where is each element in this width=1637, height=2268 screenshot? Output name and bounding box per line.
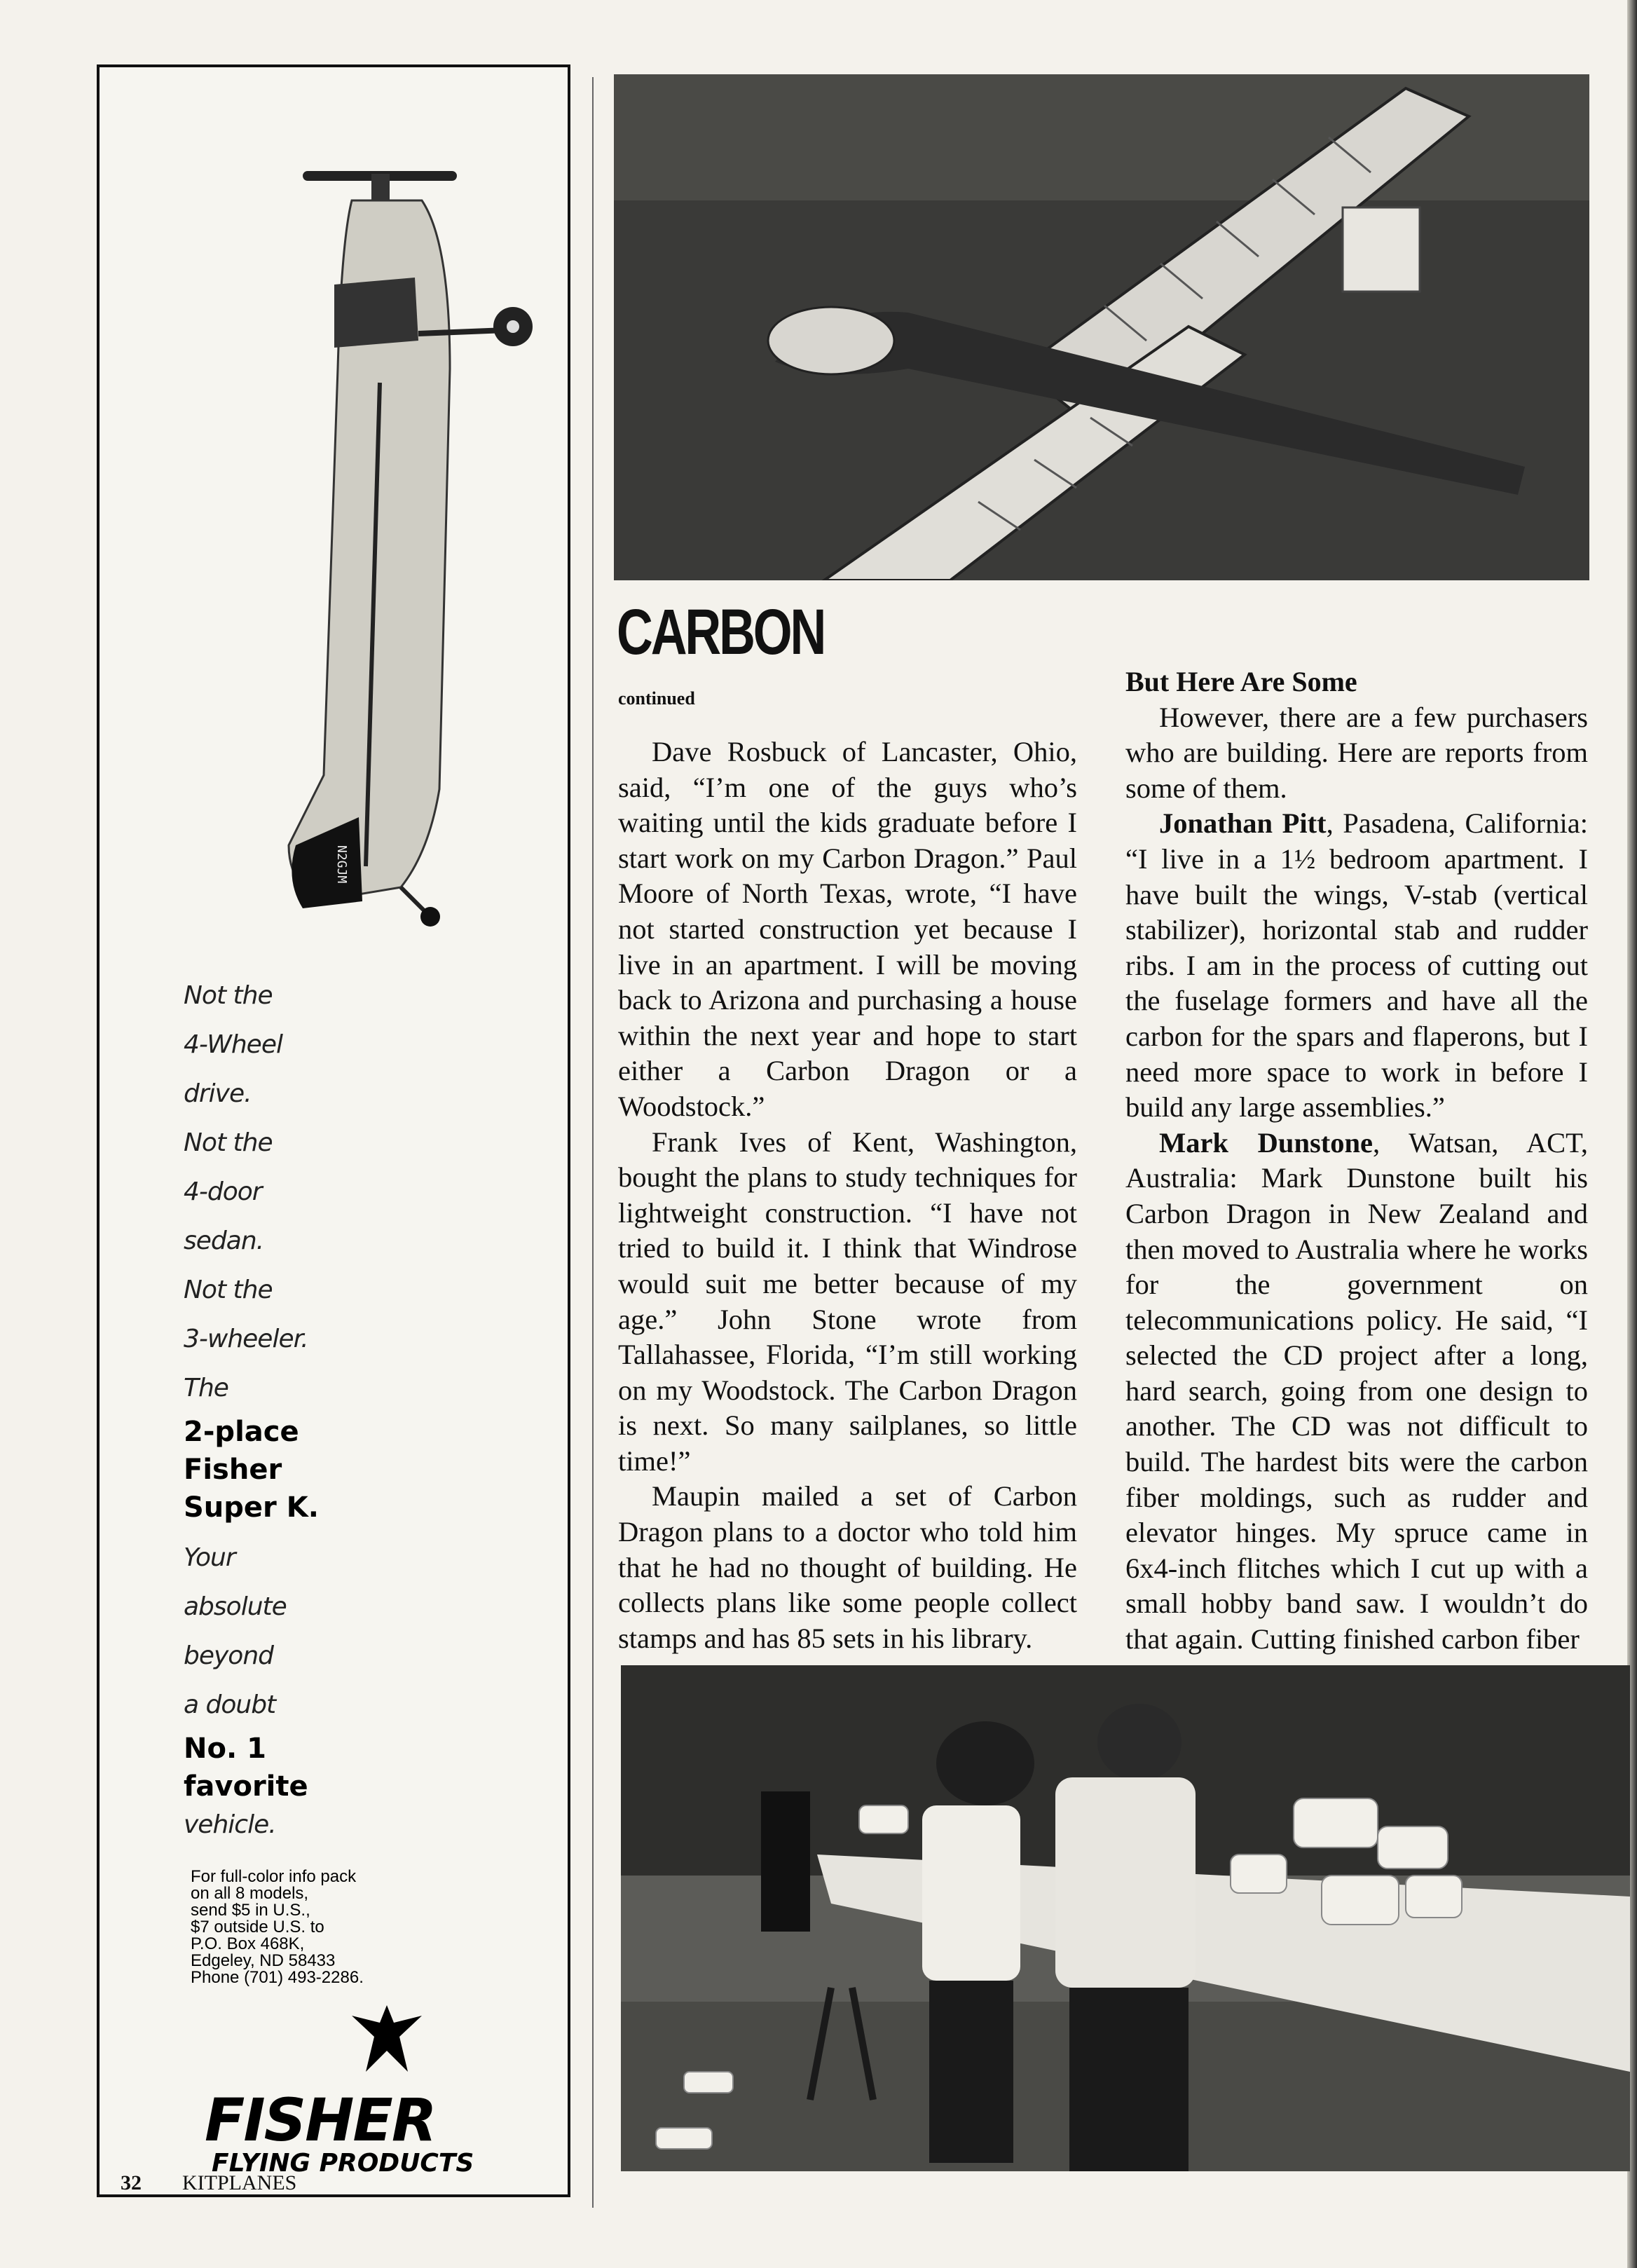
- paragraph-text: , Pasadena, California: “I live in a 1½ bedroom apartment. I have built the wings, V-stab (vertical stabilizer), horizontal stab and rudder ribs. I am in the process of cutting out the fuselage formers and have all the carbon for the spars and flaperons, but I need more space to work in before I build any large assemblies.”: [1125, 807, 1589, 1123]
- fisher-advertisement: [97, 64, 570, 2197]
- page-number: 32: [121, 2171, 142, 2194]
- article-column-1: [618, 735, 1077, 1656]
- logo-subtitle: FLYING PRODUCTS: [212, 2149, 474, 2178]
- article-title: CARBON: [617, 596, 825, 668]
- paragraph-text: , Watsan, ACT, Australia: Mark Dunstone built his Carbon Dragon in New Zealand and then moved to Australia where he works for the government on telecommunications policy. He said, “I selected the CD project after a long, hard search, going from one design to another. The CD was not difficult to build. The hardest bits were the carbon fiber moldings, such as rudder and elevator hinges. My spruce came in 6x4-inch flitches which I cut up with a small hobby band saw. I wouldn’t do that again. Cutting finished carbon fiber: [1125, 1126, 1588, 1655]
- ad-highlight: Fisher: [184, 1454, 282, 1486]
- ad-line: 3-wheeler.: [184, 1325, 308, 1353]
- ad-line: beyond: [184, 1641, 273, 1670]
- ad-line: Not the: [184, 981, 273, 1010]
- paragraph: [1125, 806, 1588, 1125]
- ad-line: a doubt: [184, 1690, 276, 1719]
- ad-highlight: No. 1: [184, 1733, 266, 1765]
- article-column-2: [1125, 664, 1588, 1658]
- paragraph: Dave Rosbuck of Lancaster, Ohio, said, “I’m one of the guys who’s waiting until the kids graduate before I start work on my Carbon Dragon.” Paul Moore of North Texas, wrote, “I have not started construction yet because I live in an apartment. I will be moving back to Arizona and purchasing a house within the next year and hope to start either a Carbon Dragon or a Woodstock.”: [618, 736, 1077, 1122]
- fisher-logo: [205, 2002, 499, 2191]
- tail-registration: N2GJM: [334, 845, 349, 884]
- continued-label: continued: [618, 688, 695, 709]
- logo-name: FISHER: [205, 2086, 436, 2154]
- paragraph: Maupin mailed a set of Carbon Dragon plans to a doctor who told him that he had no thought of building. He collects plans like some people collect stamps and has 85 sets in his library.: [618, 1480, 1077, 1654]
- airplane-illustration: [275, 158, 583, 943]
- paragraph: [1125, 1126, 1588, 1658]
- ad-info-line: Phone (701) 493-2286.: [191, 1968, 364, 1987]
- ad-line: sedan.: [184, 1227, 264, 1255]
- ad-line: The: [184, 1374, 228, 1402]
- ad-info-line: $7 outside U.S. to: [191, 1918, 324, 1936]
- ad-line: Your: [184, 1543, 235, 1572]
- ad-line: 4-door: [184, 1177, 262, 1206]
- ad-highlight: 2-place: [184, 1416, 299, 1448]
- ad-line: absolute: [184, 1592, 287, 1621]
- ad-line: Not the: [184, 1128, 273, 1157]
- ad-info-line: on all 8 models,: [191, 1884, 309, 1903]
- photo-glider-in-yard: [614, 74, 1589, 580]
- ad-line: vehicle.: [184, 1810, 276, 1839]
- ad-line: drive.: [184, 1079, 252, 1108]
- ad-info-line: Edgeley, ND 58433: [191, 1951, 336, 1970]
- paragraph: Frank Ives of Kent, Washington, bought the plans to study techniques for lightweight construction. “I have not tried to build it. I think that Windrose would suit me better because of my age.” John Stone wrote from Tallahassee, Florida, “I’m still working on my Woodstock. The Carbon Dragon is next. So many sailplanes, so little time!”: [618, 1126, 1077, 1477]
- bird-logo-icon: [345, 2002, 429, 2079]
- ad-contact-info: [191, 1869, 401, 1986]
- ad-line: Not the: [184, 1276, 273, 1304]
- column-divider: [592, 77, 594, 2208]
- paragraph: However, there are a few purchasers who are building. Here are reports from some of them.: [1125, 701, 1588, 804]
- ad-copy: [184, 971, 548, 1845]
- subheading: But Here Are Some: [1125, 666, 1357, 697]
- ad-line: 4-Wheel: [184, 1030, 282, 1059]
- photo-men-sandbagging-wing: [621, 1665, 1630, 2171]
- ad-info-line: P.O. Box 468K,: [191, 1934, 305, 1953]
- magazine-name: KITPLANES: [182, 2171, 297, 2194]
- person-name: Mark Dunstone: [1159, 1126, 1373, 1159]
- ad-info-line: send $5 in U.S.,: [191, 1901, 310, 1920]
- ad-info-line: For full-color info pack: [191, 1867, 357, 1886]
- ad-highlight: Super K.: [184, 1491, 319, 1524]
- ad-highlight: favorite: [184, 1770, 308, 1803]
- person-name: Jonathan Pitt: [1159, 807, 1327, 840]
